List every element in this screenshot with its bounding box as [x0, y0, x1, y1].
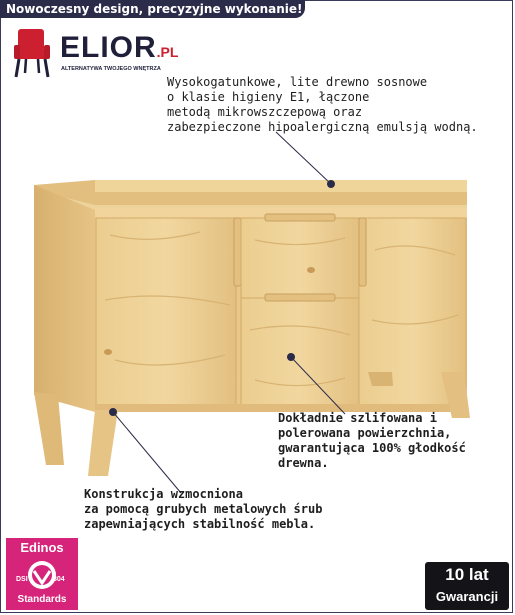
annotation-wood: Wysokogatunkowe, lite drewno sosnowe o klasie higieny E1, łączone metodą mikrowszczepową oraz zabezpieczone hipoalergiczną emulsją wodną.	[167, 75, 478, 134]
logo-brand-suffix: .PL	[156, 44, 179, 60]
warranty-badge	[425, 562, 509, 610]
edinos-number: 804	[53, 576, 65, 583]
warranty-label: Gwarancji	[435, 589, 499, 604]
logo-tagline: ALTERNATYWA TWOJEGO WNĘTRZA	[61, 66, 161, 72]
warranty-years: 10 lat	[445, 565, 489, 584]
edinos-title: Edinos	[20, 540, 64, 555]
edinos-subtitle: Standards	[17, 594, 67, 605]
top-banner: Nowoczesny design, precyzyjne wykonanie!	[0, 0, 305, 18]
logo-brand-name: ELIOR	[60, 31, 157, 64]
edinos-badge	[6, 538, 78, 610]
annotation-construction: Konstrukcja wzmocniona za pomocą grubych metalowych śrub zapewniających stabilność mebla.	[84, 487, 323, 531]
annotation-surface: Dokładnie szlifowana i polerowana powierzchnia, gwarantująca 100% głodkość drewna.	[278, 411, 466, 470]
edinos-dsi: DSI	[16, 576, 28, 583]
